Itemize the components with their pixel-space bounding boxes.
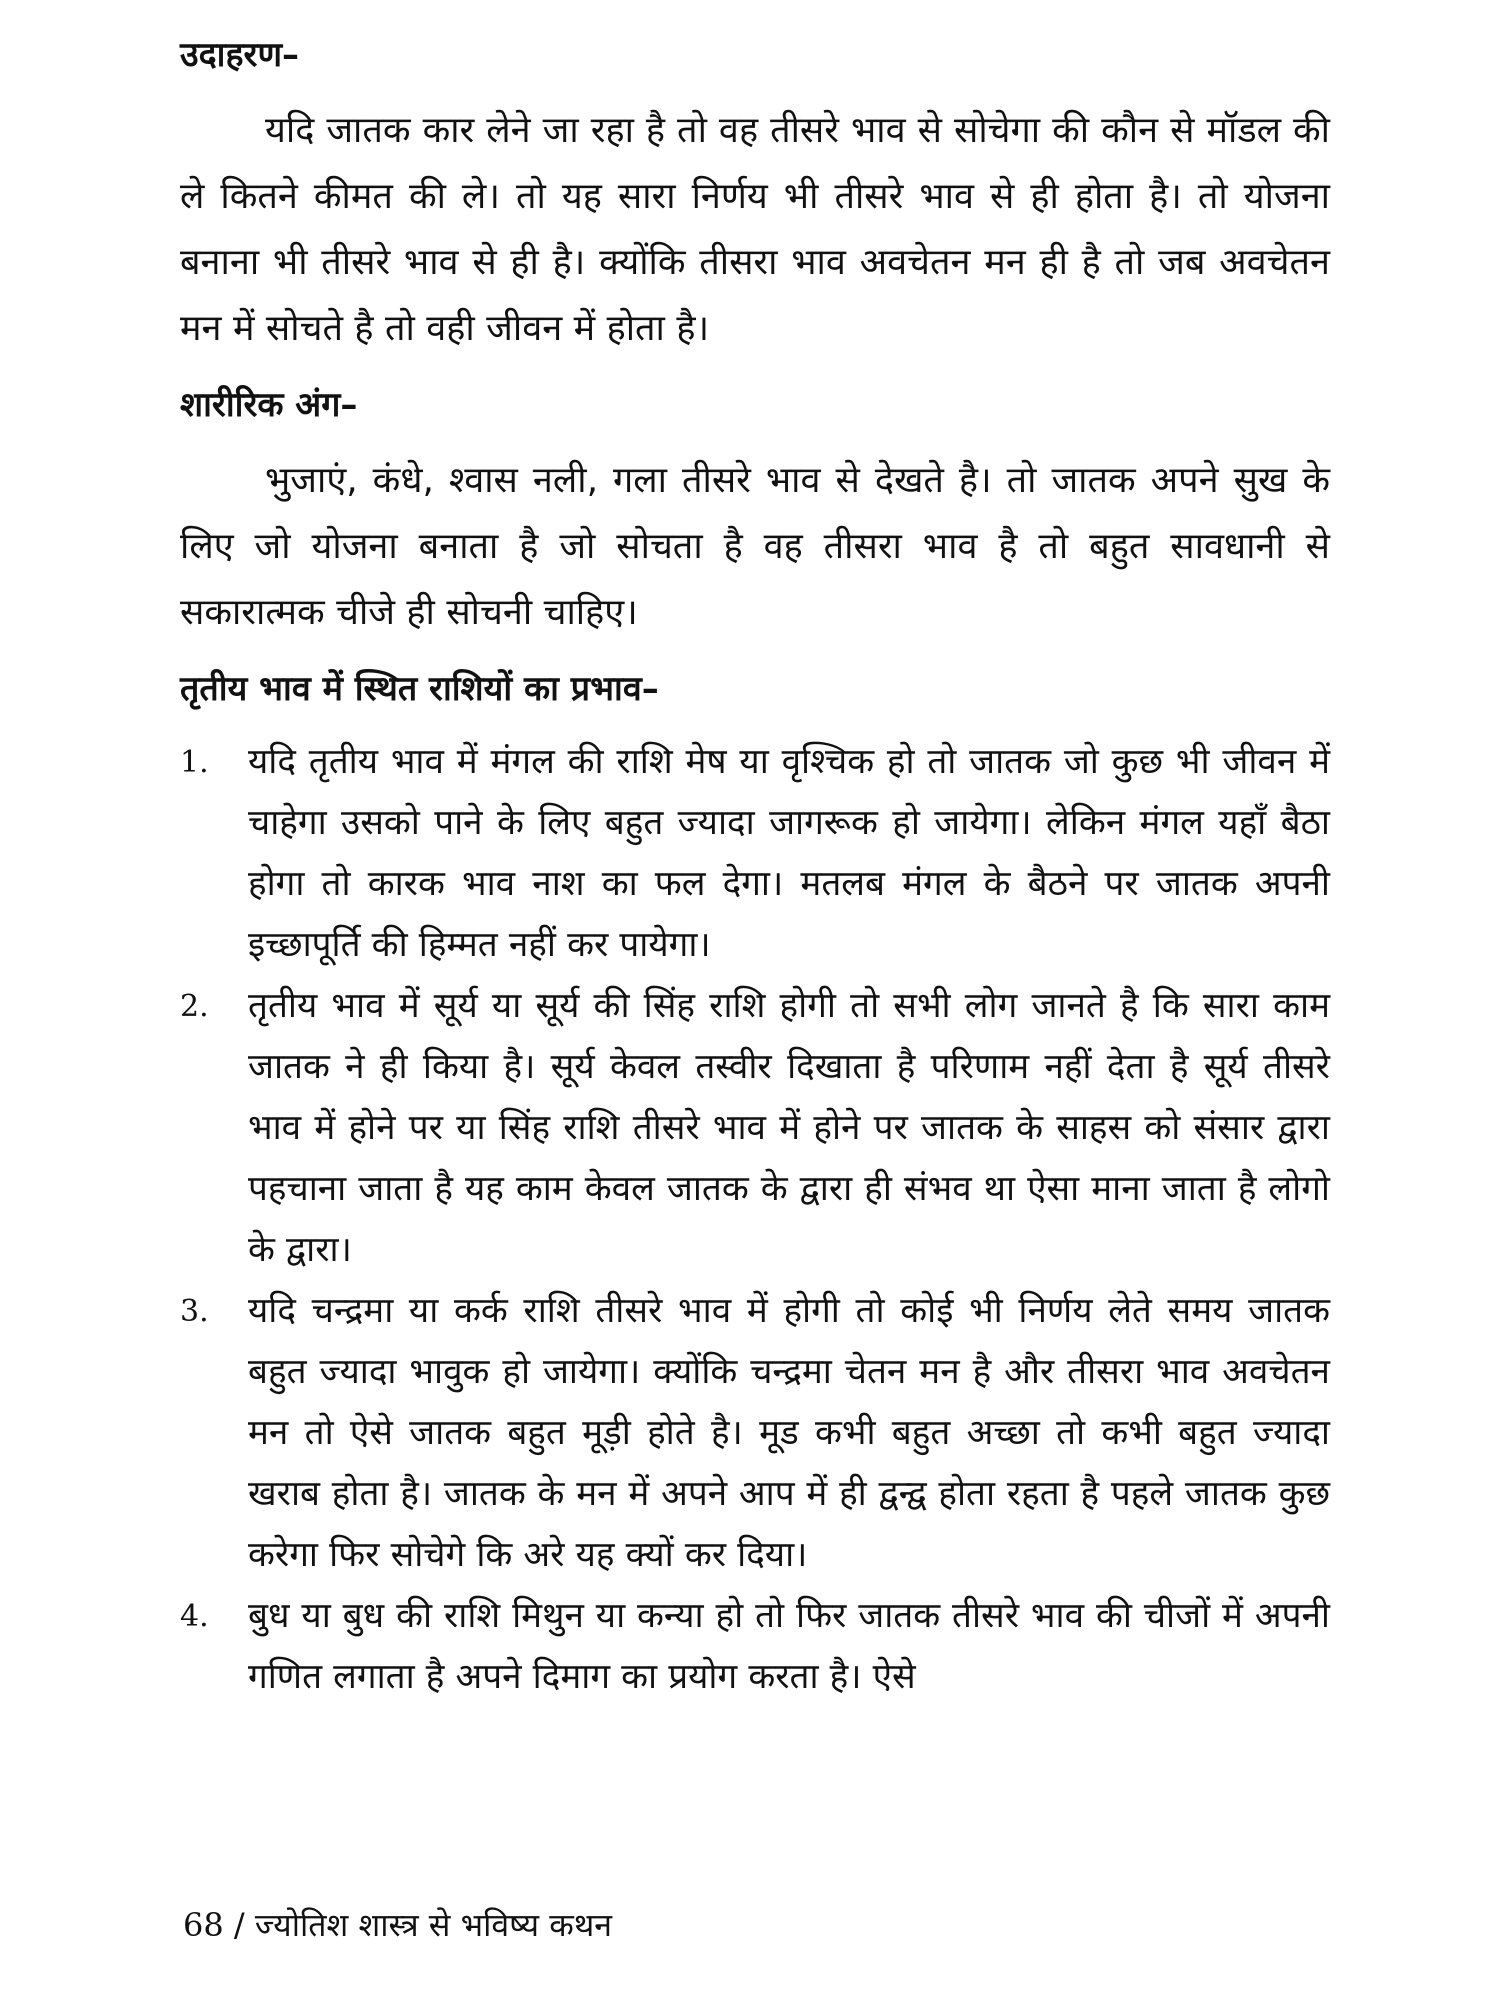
- section-heading-body-parts: शारीरिक अंग–: [180, 385, 358, 425]
- list-item-number: 2.: [180, 989, 209, 1024]
- list-item-text: तृतीय भाव में सूर्य या सूर्य की सिंह राशि होगी तो सभी लोग जानते है कि सारा काम जातक ने ही किया है। सूर्य केवल तस्वीर दिखाता है परिणाम नहीं देता है सूर्य तीसरे भाव में होने पर या सिंह राशि तीसरे भाव में होने पर जातक के साहस को संसार द्वारा पहचाना जाता है यह काम केवल जातक के द्वारा ही संभव था ऐसा माना जाता है लोगो के द्वारा।: [248, 986, 1330, 1270]
- page-number: 68: [183, 1906, 224, 1944]
- list-item-text: बुध या बुध की राशि मिथुन या कन्या हो तो फिर जातक तीसरे भाव की चीजों में अपनी गणित लगाता है अपने दिमाग का प्रयोग करता है। ऐसे: [248, 1596, 1330, 1697]
- list-item-text: यदि तृतीय भाव में मंगल की राशि मेष या वृश्चिक हो तो जातक जो कुछ भी जीवन में चाहेगा उसको पाने के लिए बहुत ज्यादा जागरूक हो जायेगा। लेकिन मंगल यहाँ बैठा होगा तो कारक भाव नाश का फल देगा। मतलब मंगल के बैठने पर जातक अपनी इच्छापूर्ति की हिम्मत नहीं कर पायेगा।: [248, 742, 1330, 965]
- list-item-text: यदि चन्द्रमा या कर्क राशि तीसरे भाव में होगी तो कोई भी निर्णय लेते समय जातक बहुत ज्यादा भावुक हो जायेगा। क्योंकि चन्द्रमा चेतन मन है और तीसरा भाव अवचेतन मन तो ऐसे जातक बहुत मूड़ी होते है। मूड कभी बहुत अच्छा तो कभी बहुत ज्यादा खराब होता है। जातक के मन में अपने आप में ही द्वन्द्व होता रहता है पहले जातक कुछ करेगा फिर सोचेगे कि अरे यह क्यों कर दिया।: [248, 1291, 1330, 1575]
- section-body-body-parts: भुजाएं, कंधे, श्वास नली, गला तीसरे भाव से देखते है। तो जातक अपने सुख के लिए जो योजना बनाता है जो सोचता है वह तीसरा भाव है तो बहुत सावधानी से सकारात्मक चीजे ही सोचनी चाहिए।: [180, 460, 1330, 633]
- list-item: [180, 732, 1330, 976]
- list-item-number: 1.: [180, 745, 209, 780]
- section-heading-example: उदाहरण–: [180, 35, 300, 75]
- footer-separator: /: [233, 1906, 245, 1944]
- list-item: [180, 976, 1330, 1281]
- list-item-number: 4.: [180, 1599, 209, 1634]
- signs-effect-list: [180, 732, 1330, 1708]
- section-heading-signs-effect: तृतीय भाव में स्थित राशियों का प्रभाव–: [180, 669, 659, 709]
- page-content: [180, 30, 1330, 1708]
- list-item-number: 3.: [180, 1294, 209, 1329]
- page-footer: [183, 1905, 612, 1945]
- list-item: [180, 1586, 1330, 1708]
- book-title: ज्योतिश शास्त्र से भविष्य कथन: [254, 1906, 613, 1944]
- section-body-example: यदि जातक कार लेने जा रहा है तो वह तीसरे भाव से सोचेगा की कौन से मॉडल की ले कितने कीमत की ले। तो यह सारा निर्णय भी तीसरे भाव से ही होता है। तो योजना बनाना भी तीसरे भाव से ही है। क्योंकि तीसरा भाव अवचेतन मन ही है तो जब अवचेतन मन में सोचते है तो वही जीवन में होता है।: [180, 110, 1330, 349]
- list-item: [180, 1281, 1330, 1586]
